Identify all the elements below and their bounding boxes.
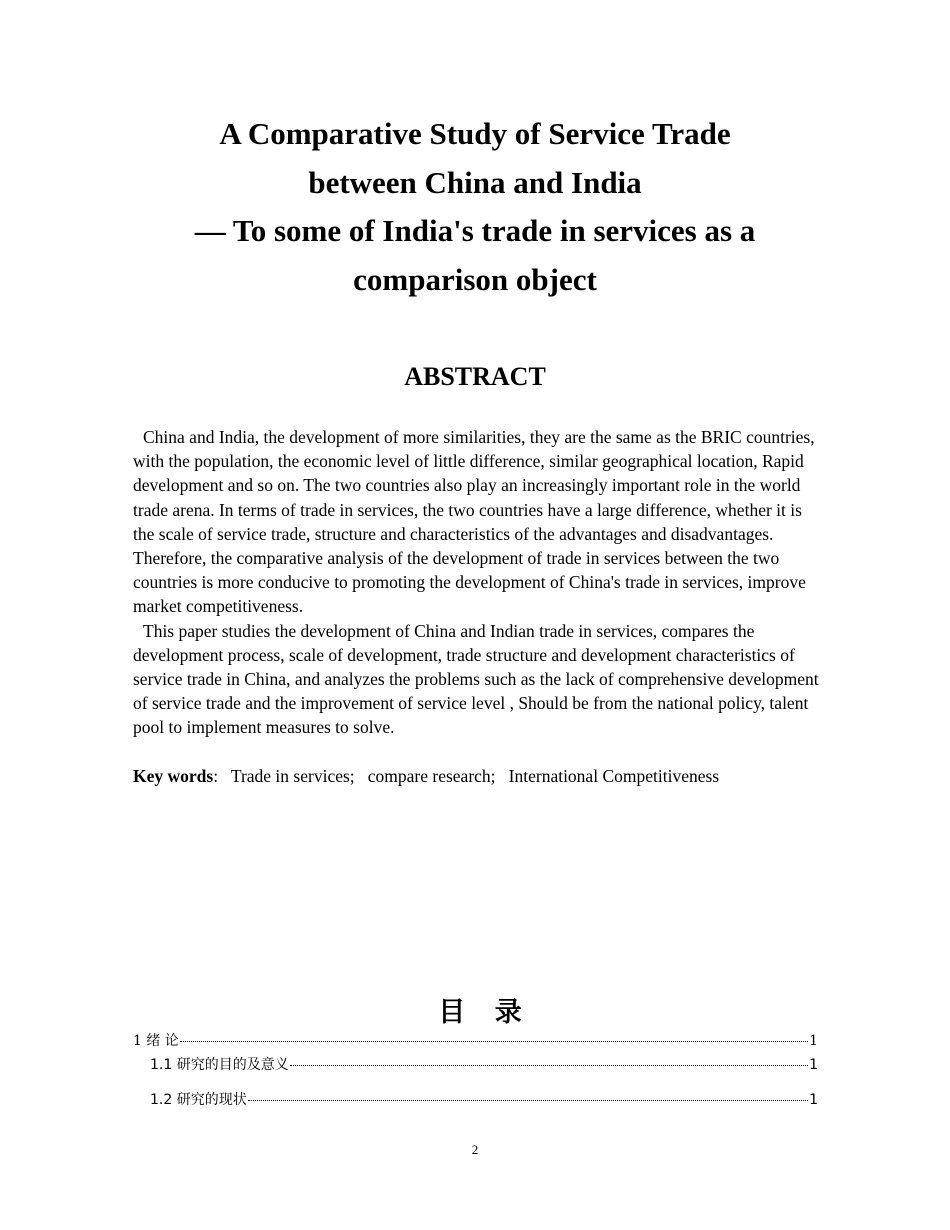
abstract-paragraph-1: China and India, the development of more similarities, they are the same as the BRIC countries, with the population, the economic level of little difference, similar geographical location, Rapid development and so on. The two countries also play an increasingly important role in the world trade arena. In terms of trade in services, the two countries have a large difference, whether it is the scale of service trade, structure and characteristics of the advantages and disadvantages. Therefore, the comparative analysis of the development of trade in services between the two countries is more conducive to promoting the development of China's trade in services, improve market competitiveness. <box>133 427 815 617</box>
toc-entry-text: 1 绪 论 <box>133 1033 179 1049</box>
abstract-paragraph-2: This paper studies the development of China and Indian trade in services, compares the development process, scale of development, trade structure and development characteristics of service trade in China, and analyzes the problems such as the lack of comprehensive development of service trade and the improvement of service level , Should be from the national policy, talent pool to implement measures to solve. <box>133 620 819 738</box>
keywords-line <box>133 764 823 788</box>
toc-entry-1-2[interactable] <box>150 1089 818 1111</box>
keywords-text: : Trade in services; compare research; International Competitiveness <box>213 766 720 786</box>
toc-dot-leader <box>248 1100 808 1101</box>
toc-entry-1[interactable] <box>133 1030 818 1052</box>
paper-title <box>140 110 810 304</box>
toc-entry-page: 1 <box>809 1033 818 1049</box>
title-line-2: between China and India <box>308 164 642 200</box>
toc-entry-page: 1 <box>809 1057 818 1073</box>
toc-entry-text: 1.1 研究的目的及意义 <box>150 1057 289 1073</box>
toc-entry-text: 1.2 研究的现状 <box>150 1092 247 1108</box>
toc-dot-leader <box>180 1041 808 1042</box>
keywords-label: Key words <box>133 766 214 786</box>
toc-dot-leader <box>290 1065 808 1066</box>
title-line-1: A Comparative Study of Service Trade <box>219 116 731 151</box>
title-line-4: comparison object <box>353 261 597 297</box>
toc-heading: 目 录 <box>438 997 532 1028</box>
toc-entry-page: 1 <box>809 1092 818 1108</box>
page-number: 2 <box>471 1142 479 1157</box>
abstract-heading: ABSTRACT <box>404 362 546 391</box>
toc-entry-1-1[interactable] <box>150 1054 818 1076</box>
abstract-body <box>133 425 823 740</box>
title-line-3: — To some of India's trade in services as a <box>194 213 756 248</box>
